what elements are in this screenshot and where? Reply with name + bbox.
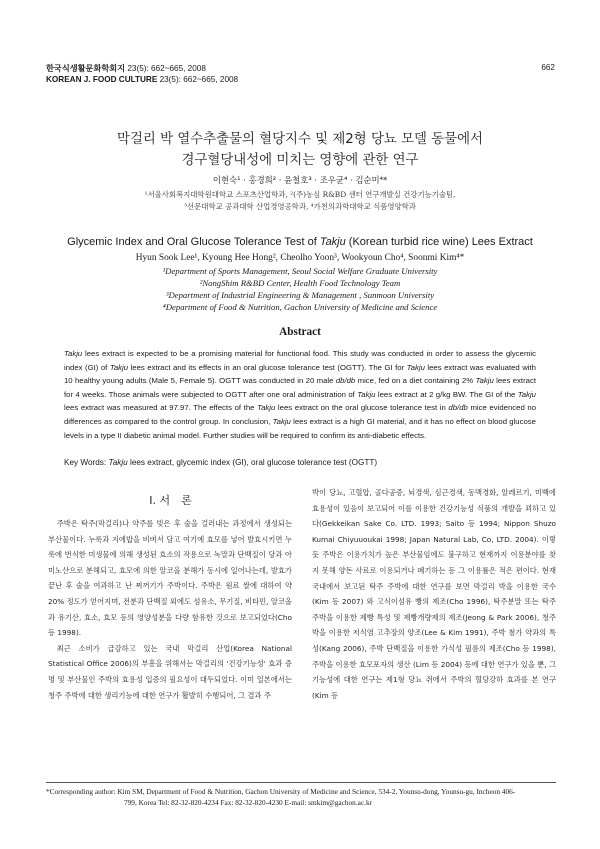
body-paragraph: 최근 소비가 급감하고 있는 국내 막걸리 산업(Korea National Statistical Office 2006)의 부흥을 위해서는 막걸리의 '건강기능성' 효과 증명 및 부산물인 주박의 효용성 입증의 필요성이 대두되었다. 이미 일본에서는 청주 주박에 대한 생리기능에 대한 연구가 활발히 수행되어, 그 결과 주 [48, 643, 292, 700]
abstract-italic-term: Takju [357, 389, 376, 399]
footnote-line1: *Corresponding author: Kim SM, Department of Food & Nutrition, Gachon University of Medicine and Science, 534-2, Younsu-dong, Younsu-gu, Incheon 406- [46, 787, 516, 796]
abstract-italic-term: Takju [406, 362, 425, 372]
abstract-text: lees extract for 4 weeks. Those animals were subjected to OGTT after one oral administration of [64, 376, 536, 399]
abstract-italic-term: Takju [272, 416, 291, 426]
title-en-italic: Takju [319, 236, 346, 248]
abstract-text: mice, fed on a diet containing 2% [355, 376, 476, 386]
abstract-italic-term: Takju [475, 376, 494, 386]
journal-name-en: KOREAN J. FOOD CULTURE [46, 75, 158, 84]
footnote [46, 787, 558, 808]
title-kr-line2: 경구혈당내성에 미치는 영향에 관한 연구 [181, 153, 419, 168]
body-paragraph: 박이 당뇨, 고혈압, 골다공증, 뇌경색, 심근경색, 동맥경화, 알레르기, 미백에 효용성이 있음이 보고되어 이를 이용한 건강기능성 식품의 개발을 꾀하고 있다(Gekkeikan Sake Co. LTD. 1993; Saito 등 1994; Nippon Shuzo Kumai Chiyuuoukai 1998; Japan Natural Lab, Co, LTD. 2004). 이렇듯 주박은 이용가치가 높은 부산물임에도 불구하고 현재까지 이용분야를 찾지 못해 양돈 사료로 이용되거나 폐기하는 등 그 이용률은 적은 편이다. 현재 국내에서 보고된 탁주 주박에 대한 연구를 보면 막걸리 박을 이용한 국수(Kim 등 2007) 와 고식이섬유 빵의 제조(Cho 1996), 탁주분말 또는 탁주 주박을 이용한 제빵 특성 및 제빵개량제의 제조(Jeong & Park 2006), 청주 박을 이용한 저식염 고추장의 양조(Lee & Kim 1991), 주박 첨가 약과의 특성(Kang 2006), 주박 단백질을 이용한 가식성 필름의 제조(Cho 등 1998), 주박을 이용한 효모포자의 생산 (Lim 등 2004) 등에 대한 연구가 있을 뿐, 그 기능성에 대한 연구는 제1형 당뇨 쥐에서 주박의 혈당강하 효과를 본 연구(Kim 등 [312, 488, 556, 700]
body-paragraph: 주박은 탁주(막걸리)나 약주를 빚은 후 술을 걸러내는 과정에서 생성되는 부산물이다. 누룩과 지에밥을 비벼서 담고 여기에 효모를 넣어 발효시키면 누룩에 번식한 미생물에 의해 생성된 효소의 작용으로 녹말과 단백질이 당과 아미노산으로 분해되고, 효모에 의한 알코올 분해가 동시에 일어나는데, 발효가 끝난 후 술을 여과하고 난 찌꺼기가 주박이다. 주박은 원료 쌀에 대하여 약 20% 정도가 얻어지며, 전분과 단백질 외에도 섬유소, 무기질, 비타민, 알코올과 유기산, 효소, 효모 등의 영양성분을 다량 함유한 것으로 보고되었다(Cho 등 1998). [48, 519, 292, 638]
affiliation-en-4: ⁴Department of Food & Nutrition, Gachon University of Medicine and Science [162, 302, 438, 312]
abstract-heading: Abstract [279, 326, 321, 338]
abstract-text: lees extract on the oral glucose tolerance test in [275, 403, 449, 413]
section-heading: Ⅰ. 서 론 [149, 494, 192, 507]
affiliation-en-1: ¹Department of Sports Management, Seoul Social Welfare Graduate University [162, 266, 438, 276]
keywords-label: Key Words: [64, 458, 109, 467]
abstract-text: lees extract is a high GI material, and it has no effect on blood glucose levels in a type II diabetic animal model. Further studies will be required to confirm its anti-diabetic effects. [64, 416, 536, 440]
abstract-italic-term: db/db [335, 376, 356, 386]
keywords-text: lees extract, glycemic index (GI), oral glucose tolerance test (OGTT) [127, 458, 378, 467]
authors-en: Hyun Sook Lee¹, Kyoung Hee Hong², Cheolho Yoon³, Wookyoun Cho⁴, Soonmi Kim⁴* [135, 253, 465, 263]
footnote-divider [46, 782, 556, 783]
title-en-before: Glycemic Index and Oral Glucose Tolerance Test of [67, 236, 320, 248]
title-en-after: (Korean turbid rice wine) Lees Extract [345, 236, 533, 248]
abstract-italic-term: Takju [517, 389, 536, 399]
abstract-italic-term: Takju [257, 403, 276, 413]
abstract-italic-term: Takju [64, 349, 83, 358]
abstract-text: mice evidenced no differences as compared to the control group. In conclusion, [64, 403, 536, 426]
affiliation-kr-line2: ³선문대학교 공과대학 산업경영공학과, ⁴가천의과학대학교 식품영양학과 [184, 202, 416, 211]
title-kr-line1: 막걸리 박 열수추출물의 혈당지수 및 제2형 당뇨 모델 동물에서 [117, 132, 483, 147]
journal-name-kr: 한국식생활문화학회지 [46, 64, 126, 73]
journal-ref-en: 23(5): 662~665, 2008 [157, 75, 239, 84]
abstract-body [64, 347, 536, 442]
affiliation-en-2: ²NongShim R&BD Center, Health Food Technology Team [199, 278, 401, 288]
abstract-text: lees extract and its effects in an oral glucose tolerance test (OGTT). The GI for [128, 362, 407, 372]
keywords [64, 458, 536, 467]
right-column [312, 485, 556, 703]
keywords-italic: Takju [108, 458, 128, 467]
abstract-text: lees extract at 2 g/kg BW. The GI of the [375, 389, 518, 399]
abstract-italic-term: Takju [109, 362, 129, 372]
journal-line-kr [46, 63, 238, 74]
page-number: 662 [541, 63, 555, 72]
affiliation-kr-line1: ¹서울사회복지대학원대학교 스포츠산업학과, ²(주)농심 R&BD 센터 연구개발실 건강기능기술팀, [144, 190, 456, 199]
journal-header [46, 63, 238, 85]
journal-ref-kr: 23(5): 662~665, 2008 [125, 64, 206, 73]
abstract-text: lees extract was evaluated with 10 healthy young adults (Male 5, Female 5). OGTT was conducted in 20 male [64, 362, 536, 386]
journal-line-en [46, 74, 238, 85]
title-en [40, 236, 560, 248]
authors-kr: 이현숙¹ · 홍경희² · 윤철호³ · 조우균⁴ · 김순미⁴* [212, 175, 388, 185]
left-column [48, 516, 292, 703]
abstract-italic-term: db/db [448, 403, 468, 413]
footnote-line2: 799, Korea Tel: 82-32-820-4234 Fax: 82-32-820-4230 E-mail: smkim@gachon.ac.kr [124, 797, 373, 807]
affiliation-en-3: ³Department of Industrial Engineering & Management , Sunmoon University [165, 290, 435, 300]
abstract-text: lees extract is expected to be a promising material for functional food. This study was conducted in order to assess the glycemic index (GI) of [64, 349, 536, 372]
abstract-text: lees extract was measured at 97.97. The effects of the [64, 403, 258, 413]
